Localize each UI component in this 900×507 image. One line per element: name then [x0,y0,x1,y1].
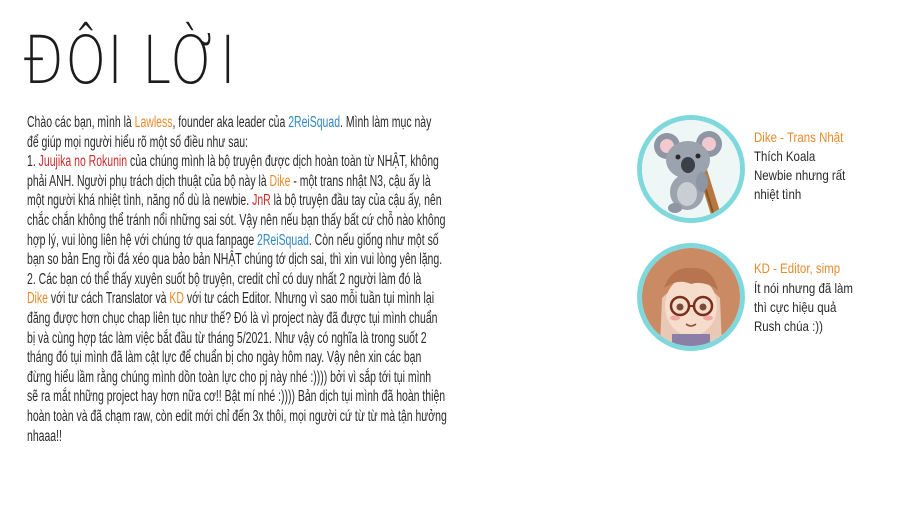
text-segment: với tư cách Translator và [47,290,170,308]
text-segment: 2. Các bạn có thể thấy xuyên suốt bộ truyện, credit chỉ có duy nhất 2 người làm đó là [27,270,422,288]
paragraph-line [27,309,639,329]
text-segment: . Còn nếu giống như một số [308,231,439,249]
highlighted-text: 2ReiSquad [257,231,309,249]
text-segment: 1. [27,153,39,171]
paragraph-line [27,348,639,368]
text-segment: một người khá nhiệt tình, năng nổ dù là newbie. [27,192,253,210]
profile-desc-line: Thích Koala [754,148,816,164]
profile-desc-line: nhiệt tình [754,186,802,202]
highlighted-text: Lawless [134,114,173,131]
paragraph-line [27,368,639,388]
text-segment: để giúp mọi người hiểu rõ một số điều như sau: [27,133,249,151]
highlighted-text: Juujika no Rokunin [38,153,128,171]
koala-avatar [637,115,745,223]
paragraph-line [27,387,639,407]
text-segment: hợp lý, vui lòng liên hệ với chúng tớ qua fanpage [27,231,258,249]
highlighted-text: 2ReiSquad [288,114,341,131]
profile-name-dike: Dike - Trans Nhật [754,129,844,145]
profile-desc-line: Rush chúa :)) [754,318,823,334]
text-segment: - một trans nhật N3, cậu ấy là [290,172,431,190]
body-paragraph [27,113,639,446]
text-segment: hoàn toàn và đã chạm raw, còn edit mới chỉ đến 3x thôi, mọi người cứ từ từ mà tận hưởng [27,407,447,425]
paragraph-line [27,231,639,251]
text-segment: Chào các bạn, mình là [27,114,135,131]
profile-desc-dike [754,147,845,204]
text-segment: phải ANH. Người phụ trách dịch thuật của bộ này là [27,172,270,190]
paragraph-line [27,211,639,231]
text-segment: chắc chắn không thể tránh nổi những sai sót. Vậy nên nếu bạn thấy bất cứ chỗ nào không [27,211,446,229]
text-segment: đừng hiểu lầm rằng chúng mình dồn toàn lực cho pj này nhé :)))) bởi vì sắp tới tụi mình [27,368,432,386]
highlighted-text: KD [169,290,184,308]
text-segment: bạn so bản Eng rồi đá xéo qua bảo bản NHẬT chúng tớ dịch sai, thì xin vui lòng yên lặng. [27,251,443,269]
text-segment: bị và cùng hợp tác làm việc bắt đầu từ tháng 5/2021. Như vậy có nghĩa là trong suốt 2 [27,329,427,347]
paragraph-line [27,133,639,153]
paragraph-line [27,407,639,427]
text-segment: đăng được hơn chục chap liên tục như thế? Đó là vì project này đã được tụi mình chuẩn [27,309,438,327]
highlighted-text: JnR [252,192,271,210]
anime-girl-avatar [637,243,745,351]
profile-desc-line: thì cực hiệu quả [754,299,837,315]
paragraph-line [27,427,639,447]
paragraph-line [27,329,639,349]
paragraph-line [27,113,639,133]
paragraph-line [27,172,639,192]
anime-girl-icon [642,248,740,346]
text-segment: với tư cách Editor. Nhưng vì sao mỗi tuần tụi mình lại [183,290,435,308]
text-segment: là bộ truyện đầu tay của cậu ấy, nên [270,192,442,210]
profile-name-kd: KD - Editor, simp [754,260,841,276]
highlighted-text: Dike [269,172,291,190]
text-segment: tháng đó tụi mình đã làm cật lực để chuẩn bị cho ngày hôm nay. Vậy nên xin các bạn [27,349,422,367]
text-segment: nhaaa!! [27,427,62,445]
paragraph-line [27,152,639,172]
profile-desc-line: Newbie nhưng rất [754,167,846,183]
paragraph-line [27,289,639,309]
text-segment: sẽ ra mắt những project hay hơn nữa cơ!! Bật mí nhé :)))) Bản dịch tụi mình đã hoàn thiện [27,388,446,406]
paragraph-line [27,270,639,290]
profile-desc-kd [754,279,853,336]
paragraph-line [27,250,639,270]
highlighted-text: Dike [27,290,48,308]
profile-desc-line: Ít nói nhưng đã làm [754,280,853,296]
text-segment: . Mình làm mục này [340,114,432,131]
paragraph-line [27,191,639,211]
koala-icon [642,120,740,218]
page-title: ĐÔI LỜI [24,22,238,99]
text-segment: của chúng mình là bộ truyện được dịch hoàn toàn từ NHẬT, không [127,153,439,171]
text-segment: , founder aka leader của [172,114,289,131]
